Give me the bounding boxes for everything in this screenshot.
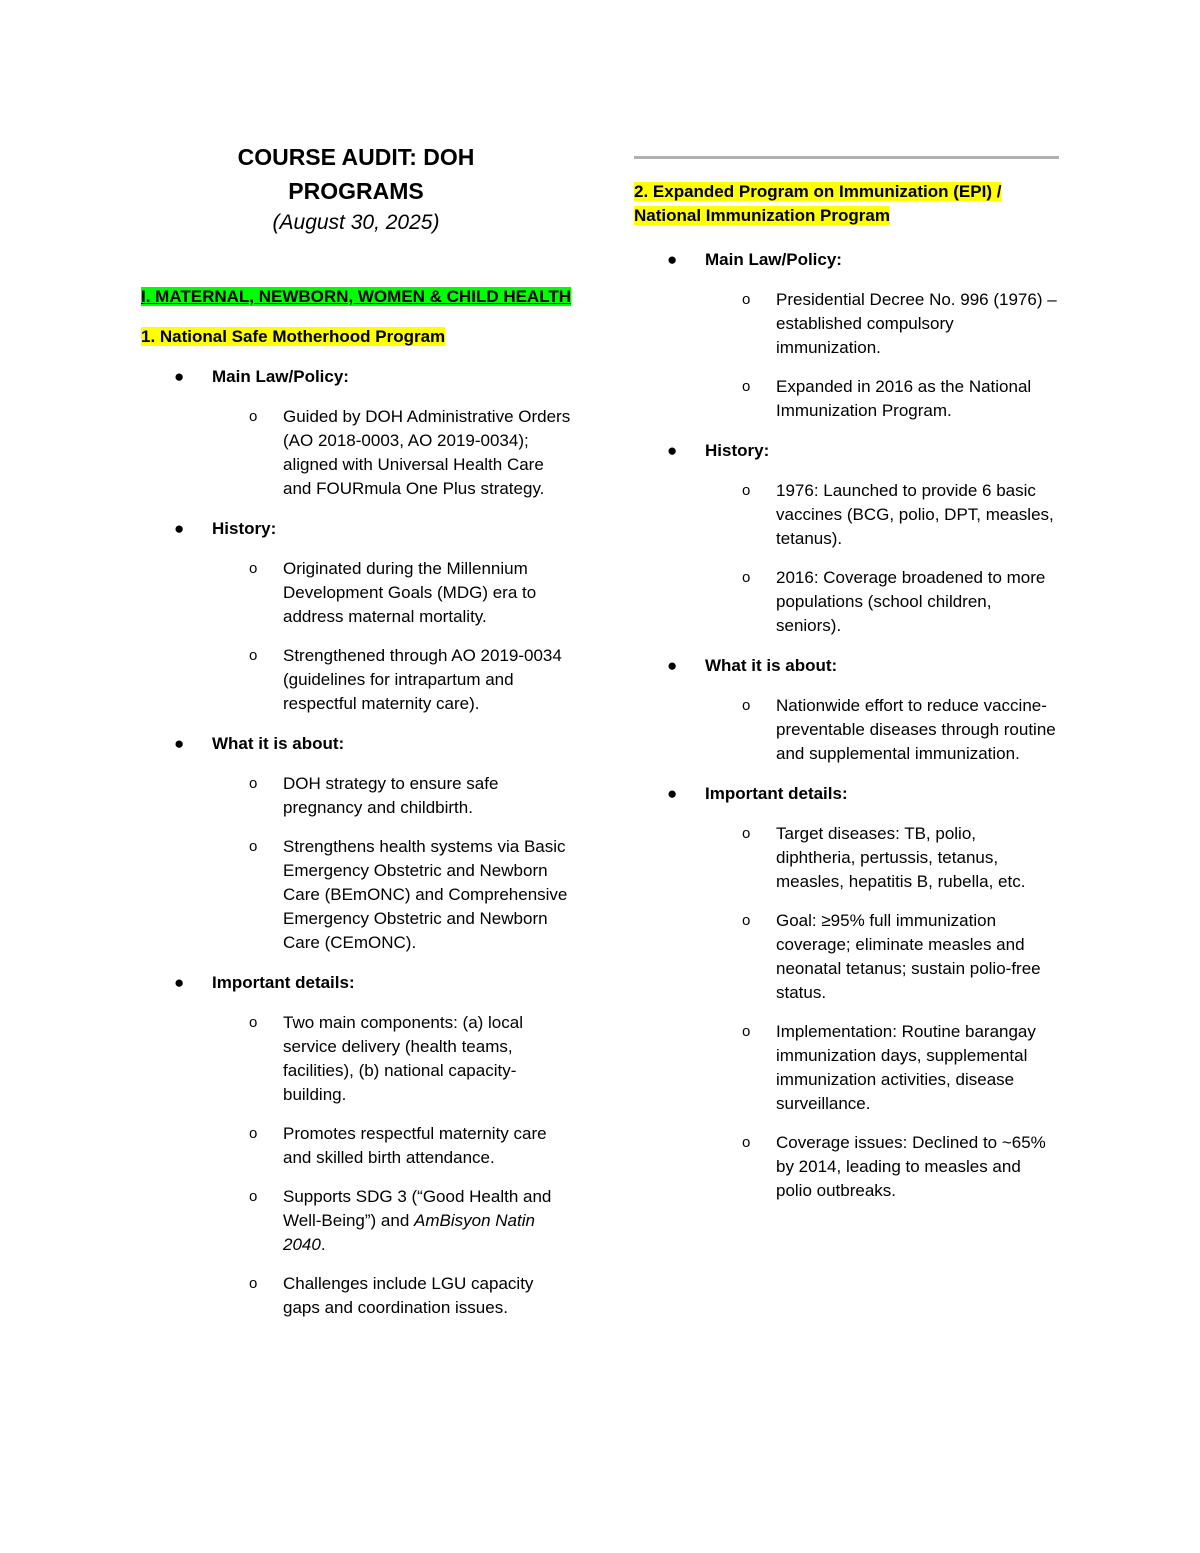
circle-bullet-icon: o <box>742 1023 751 1040</box>
list-item: o Strengthened through AO 2019-0034 (guidelines for intrapartum and respectful maternity care). <box>249 646 562 713</box>
circle-bullet-icon: o <box>742 378 751 395</box>
document-date: (August 30, 2025) <box>272 211 440 234</box>
program-2-group-main-law <box>634 248 1059 423</box>
program-2-group-history <box>634 439 1059 638</box>
program-1-group-history <box>141 517 571 716</box>
group-label: What it is about: <box>705 656 838 675</box>
title-line-1: COURSE AUDIT: DOH <box>237 144 475 170</box>
list-item: o Supports SDG 3 (“Good Health and Well-Being”) and AmBisyon Natin 2040. <box>249 1187 552 1254</box>
bullet-icon: ● <box>174 734 185 753</box>
list-item: o Guided by DOH Administrative Orders (AO 2018-0003, AO 2019-0034); aligned with Universal Health Care and FOURmula One Plus strategy. <box>249 407 571 498</box>
program-1-group-details <box>141 971 571 1320</box>
circle-bullet-icon: o <box>249 1188 258 1205</box>
program-2-heading <box>634 180 1059 228</box>
bullet-icon: ● <box>174 367 185 386</box>
list-item: o 2016: Coverage broadened to more populations (school children, seniors). <box>742 568 1046 635</box>
circle-bullet-icon: o <box>249 647 258 664</box>
program-1-group-main-law <box>141 365 571 501</box>
left-column <box>141 140 571 1336</box>
list-item: o Expanded in 2016 as the National Immunization Program. <box>742 377 1032 420</box>
list-item: o Nationwide effort to reduce vaccine-preventable diseases through routine and supplemental immunization. <box>742 696 1056 763</box>
program-2-group-details <box>634 782 1059 1203</box>
list-item: o Originated during the Millennium Development Goals (MDG) era to address maternal mortality. <box>249 559 537 626</box>
circle-bullet-icon: o <box>742 825 751 842</box>
group-label: Main Law/Policy: <box>705 250 842 269</box>
circle-bullet-icon: o <box>249 408 258 425</box>
circle-bullet-icon: o <box>249 838 258 855</box>
circle-bullet-icon: o <box>742 1134 751 1151</box>
group-label: Main Law/Policy: <box>212 367 349 386</box>
bullet-icon: ● <box>174 519 185 538</box>
bullet-icon: ● <box>174 973 185 992</box>
list-item: o Goal: ≥95% full immunization coverage; eliminate measles and neonatal tetanus; sustain polio-free status. <box>742 911 1041 1002</box>
group-label: Important details: <box>212 973 355 992</box>
circle-bullet-icon: o <box>742 569 751 586</box>
group-label: Important details: <box>705 784 848 803</box>
list-item: o Presidential Decree No. 996 (1976) – established compulsory immunization. <box>742 290 1057 357</box>
program-2-heading-line-1: 2. Expanded Program on Immunization (EPI) / <box>634 182 1002 201</box>
bullet-icon: ● <box>667 441 678 460</box>
bullet-icon: ● <box>667 656 678 675</box>
group-label: History: <box>212 519 277 538</box>
title-line-2: PROGRAMS <box>288 178 424 204</box>
section-heading-text: I. MATERNAL, NEWBORN, WOMEN & CHILD HEALTH <box>141 287 571 306</box>
group-label: History: <box>705 441 770 460</box>
circle-bullet-icon: o <box>742 482 751 499</box>
program-1-list <box>141 365 571 1320</box>
bullet-icon: ● <box>667 784 678 803</box>
list-item: o Coverage issues: Declined to ~65% by 2014, leading to measles and polio outbreaks. <box>742 1133 1046 1200</box>
circle-bullet-icon: o <box>249 775 258 792</box>
program-1-heading <box>141 325 571 349</box>
list-item: o Promotes respectful maternity care and skilled birth attendance. <box>249 1124 547 1167</box>
list-item: o Target diseases: TB, polio, diphtheria, pertussis, tetanus, measles, hepatitis B, rubella, etc. <box>742 824 1026 891</box>
list-item: o DOH strategy to ensure safe pregnancy and childbirth. <box>249 774 499 817</box>
bullet-icon: ● <box>667 250 678 269</box>
list-item: o Implementation: Routine barangay immunization days, supplemental immunization activities, disease surveillance. <box>742 1022 1036 1113</box>
section-heading <box>141 285 571 309</box>
program-1-heading-text: 1. National Safe Motherhood Program <box>141 327 446 346</box>
circle-bullet-icon: o <box>249 560 258 577</box>
circle-bullet-icon: o <box>249 1125 258 1142</box>
list-item: o 1976: Launched to provide 6 basic vaccines (BCG, polio, DPT, measles, tetanus). <box>742 481 1054 548</box>
program-2-group-about <box>634 654 1059 766</box>
circle-bullet-icon: o <box>742 291 751 308</box>
list-item: o Challenges include LGU capacity gaps and coordination issues. <box>249 1274 534 1317</box>
circle-bullet-icon: o <box>742 697 751 714</box>
program-2-heading-line-2: National Immunization Program <box>634 206 890 225</box>
group-label: What it is about: <box>212 734 345 753</box>
circle-bullet-icon: o <box>742 912 751 929</box>
list-item: o Strengthens health systems via Basic Emergency Obstetric and Newborn Care (BEmONC) and Comprehensive Emergency Obstetric and Newborn Care (CEmONC). <box>249 837 568 952</box>
program-1-group-about <box>141 732 571 955</box>
circle-bullet-icon: o <box>249 1014 258 1031</box>
right-column <box>634 180 1059 1219</box>
document-title <box>141 140 571 208</box>
horizontal-rule <box>634 156 1059 159</box>
circle-bullet-icon: o <box>249 1275 258 1292</box>
list-item: o Two main components: (a) local service delivery (health teams, facilities), (b) national capacity-building. <box>249 1013 523 1104</box>
program-2-list <box>634 248 1059 1203</box>
